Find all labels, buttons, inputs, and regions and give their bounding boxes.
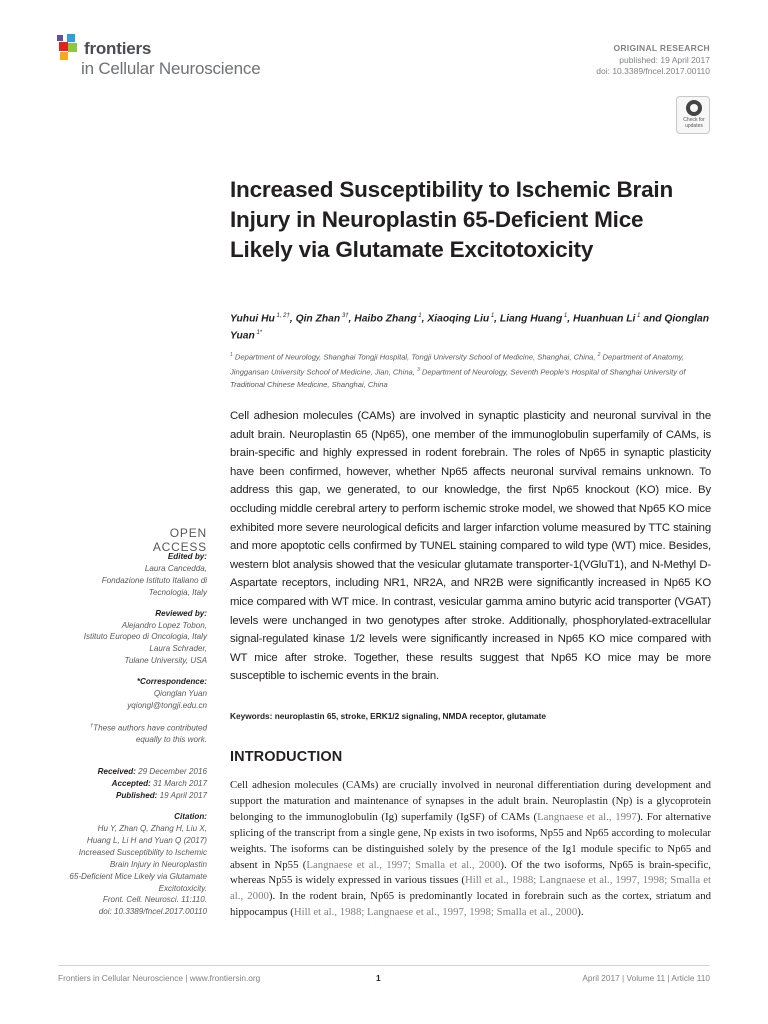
- introduction-paragraph: [230, 778, 711, 921]
- author-list: [230, 309, 710, 344]
- reviewer-name: Alejandro Lopez Tobon,: [121, 620, 207, 630]
- author-affiliation-mark: 1: [562, 313, 568, 319]
- article-sidebar: [30, 551, 207, 918]
- open-access-label: OPEN ACCESS: [152, 526, 207, 554]
- author-affiliation-mark: 3†: [340, 313, 349, 319]
- citation-link[interactable]: Hill et al., 1988; Langnaese et al., 1997, 1998; Smalla et al., 2000: [230, 874, 711, 903]
- footer-divider: [58, 965, 710, 966]
- citation-link[interactable]: Langnaese et al., 1997: [537, 810, 637, 823]
- author-name[interactable]: Qin Zhan: [295, 313, 341, 325]
- body-text: Cell adhesion molecules (CAMs) are crucially involved in neuronal differentiation during development and support the maturation and maintenance of synapses in the adult brain. Neuroplastin (Np) is a glycoprotein belonging to the immunoglobulin (Ig) superfamily (IgSF) of CAMs (: [230, 779, 711, 823]
- author-name[interactable]: Haibo Zhang: [354, 313, 417, 325]
- published-value: 19 April 2017: [157, 791, 207, 801]
- body-text: ).: [577, 906, 584, 919]
- affiliation-number: 1: [230, 352, 233, 358]
- citation-line: 65-Deficient Mice Likely via Glutamate: [69, 871, 207, 881]
- author-affiliation-mark: 1: [635, 313, 641, 319]
- body-text: ). For alternative splicing of the transcript from a single gene, Np exists in two isoforms, Np55 and Np65 according to molecular weights. The isoforms can be distinguished solely by the presence of the Ig1 module specific to Np65 and absent in Np55 (: [230, 810, 711, 871]
- author-name[interactable]: Liang Huang: [499, 313, 563, 325]
- crossmark-button[interactable]: [676, 96, 710, 134]
- author-separator: ,: [348, 313, 355, 325]
- section-heading-introduction: INTRODUCTION: [230, 749, 343, 765]
- citation-link[interactable]: Hill et al., 1988; Langnaese et al., 1997, 1998; Smalla et al., 2000: [293, 906, 578, 919]
- equal-contribution-note: [30, 721, 207, 735]
- citation-line: Hu Y, Zhan Q, Zhang H, Liu X,: [97, 824, 207, 833]
- contrib-text: equally to this work.: [135, 735, 207, 745]
- editor-affiliation: Tecnologia, Italy: [148, 587, 207, 597]
- author-affiliation-mark: 1: [489, 313, 495, 319]
- crossmark-label: Check for updates: [683, 117, 705, 129]
- reviewer-name: Laura Schrader,: [149, 644, 207, 654]
- received-value: 29 December 2016: [135, 767, 207, 777]
- citation-link[interactable]: Langnaese et al., 1997; Smalla et al., 2000: [306, 858, 501, 871]
- reviewer-affiliation: Istituto Europeo di Oncologia, Italy: [83, 632, 207, 642]
- received-date: [30, 766, 207, 778]
- accepted-date: [30, 778, 207, 790]
- affiliation-number: 3: [417, 367, 420, 374]
- dagger-mark: †: [90, 722, 94, 729]
- journal-logo[interactable]: [57, 33, 297, 83]
- author-name[interactable]: Yuhui Hu: [230, 313, 275, 325]
- author-name[interactable]: Qionglan Yuan: [230, 313, 710, 342]
- author-separator: ,: [289, 313, 296, 325]
- author-separator: ,: [567, 313, 574, 325]
- journal-name: in Cellular Neuroscience: [81, 59, 261, 78]
- article-type: ORIGINAL RESEARCH: [613, 43, 710, 53]
- author-separator: ,: [421, 313, 428, 325]
- editor-name: Laura Cancedda,: [144, 563, 207, 573]
- correspondence-name: Qionglan Yuan: [153, 689, 207, 699]
- correspondence-email[interactable]: yqiongl@tongji.edu.cn: [127, 700, 207, 710]
- citation-line: Increased Susceptibility to Ischemic: [78, 847, 207, 857]
- author-affiliation-mark: 1, 2†: [274, 313, 290, 319]
- affiliation-number: 2: [597, 352, 601, 358]
- citation-line: doi: 10.3389/fncel.2017.00110: [98, 907, 207, 917]
- author-name[interactable]: Huanhuan Li: [573, 313, 636, 325]
- body-text: ). Of the two isoforms, Np65 is brain-specific, whereas Np55 is widely expressed in various tissues (: [230, 858, 712, 887]
- author-affiliation-mark: 1*: [254, 330, 263, 337]
- doi-link[interactable]: doi: 10.3389/fncel.2017.00110: [596, 66, 710, 76]
- keywords-label: Keywords:: [230, 711, 273, 721]
- accepted-value: 31 March 2017: [150, 779, 207, 789]
- accepted-label: Accepted:: [111, 779, 151, 789]
- body-text: ). In the rodent brain, Np65 is predominantly located in forebrain such as the cortex, striatum and hippocampus (: [230, 890, 712, 919]
- affiliation-text: Department of Neurology, Seventh People’s Hospital of Shanghai University of Traditional Chinese Medicine, Shanghai, China: [230, 367, 686, 390]
- page-number: 1: [376, 973, 381, 983]
- correspondence-label: *Correspondence:: [136, 677, 207, 687]
- affiliation-text: Department of Anatomy, Jinggansan University School of Medicine, Jian, China,: [230, 352, 684, 377]
- author-separator: and: [640, 313, 665, 325]
- received-label: Received:: [97, 767, 136, 777]
- published-date: published: 19 April 2017: [619, 55, 710, 65]
- author-affiliation-mark: 1: [416, 313, 422, 319]
- citation-line: Huang L, Li H and Yuan Q (2017): [86, 835, 207, 845]
- footer-journal[interactable]: Frontiers in Cellular Neuroscience | www.frontiersin.org: [58, 973, 261, 983]
- author-name[interactable]: Xiaoqing Liu: [427, 313, 490, 325]
- frontiers-logo-icon: [57, 33, 81, 61]
- reviewed-by-label: Reviewed by:: [155, 608, 207, 618]
- published-label: Published:: [115, 791, 158, 801]
- brand-name: frontiers: [84, 39, 152, 58]
- keywords: [230, 711, 711, 721]
- article-title: Increased Susceptibility to Ischemic Brain Injury in Neuroplastin 65-Deficient Mice Likely via Glutamate Excitotoxicity: [230, 177, 674, 262]
- editor-affiliation: Fondazione Istituto Italiano di: [101, 575, 207, 585]
- citation-line: Excitotoxicity.: [158, 883, 207, 893]
- citation-line: Brain Injury in Neuroplastin: [109, 859, 207, 869]
- crossmark-icon: [686, 100, 702, 116]
- affiliations: [230, 349, 712, 392]
- affiliation-text: Department of Neurology, Shanghai Tongji Hospital, Tongji University School of Medicine, Shanghai, China,: [232, 352, 598, 362]
- reviewer-affiliation: Tulane University, USA: [124, 656, 207, 666]
- citation-line: Front. Cell. Neurosci. 11:110.: [102, 895, 207, 905]
- published-date-sidebar: [30, 790, 207, 802]
- author-separator: ,: [494, 313, 500, 325]
- contrib-text: These authors have contributed: [93, 723, 207, 733]
- citation-block: [30, 823, 207, 918]
- footer-issue: April 2017 | Volume 11 | Article 110: [582, 973, 710, 983]
- edited-by-label: Edited by:: [167, 552, 207, 561]
- abstract: Cell adhesion molecules (CAMs) are involved in synaptic plasticity and neuronal survival in the adult brain. Neuroplastin 65 (Np65), one member of the immunoglobulin superfamily of CAMs, is brain-specific and highly expressed in rodent forebrain. The roles of Np65 in synaptic plasticity have been confirmed, however, whether Np65 affects neuronal survival remains unknown. To address this gap, we generated, to our knowledge, the first Np65 knockout (KO) mice. By occluding middle cerebral artery to perform ischemic stroke model, we showed that Np65 KO mice exhibited more severe neurological deficits and larger infarction volume measured by TTC staining and more apoptotic cells confirmed by TUNEL staining compared to wild type (WT) mice. Besides, western blot analysis showed that the vesicular glutamate transporter-1(VGluT1), and N-Methyl D-Aspartate receptors, including NR1, NR2A, and NR2B were significantly increased in Np65 KO mice compared with WT mice. In contrast, vesicular gamma amino butyric acid transporter (VGAT) levels were unchanged in two genotypes after stroke. Additionally, phosphorylated-extracellular signal-regulated kinase 1/2 levels were significantly increased in Np65 KO mice compared with WT mice after stroke. Together, these results suggest that Np65 KO mice may be more susceptible to ischemic events in the brain.: [230, 410, 711, 683]
- keywords-list: neuroplastin 65, stroke, ERK1/2 signaling, NMDA receptor, glutamate: [274, 711, 546, 721]
- citation-label: Citation:: [174, 812, 207, 822]
